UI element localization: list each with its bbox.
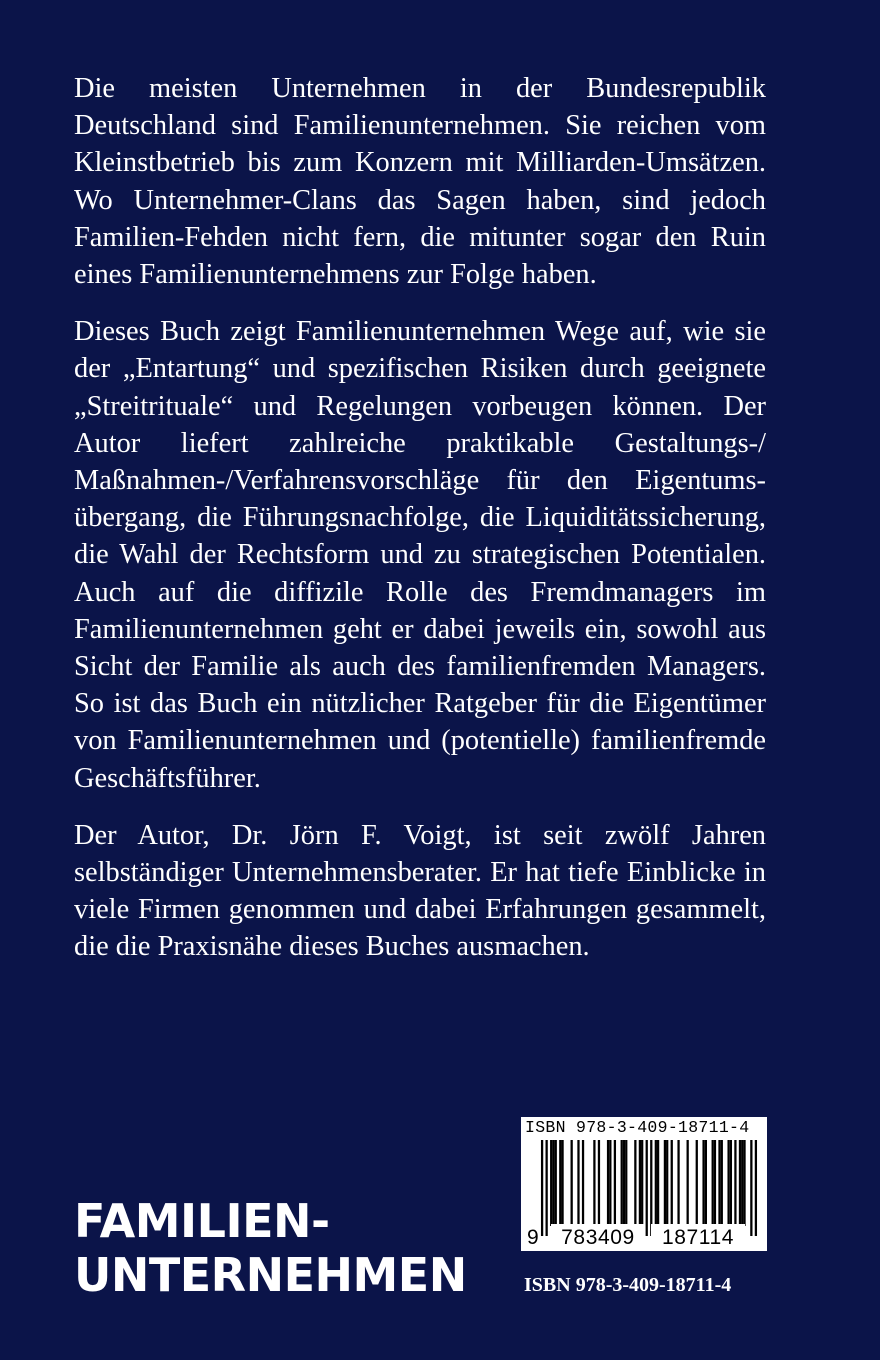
- blurb-paragraph-content: Dieses Buch zeigt Familienunternehmen Wege auf, wie sie der „Entartung“ und spezifischen Risiken durch geeignete „Streitrituale“ und Regelungen vorbeugen können. Der Autor liefert zahlreiche praktikable Gestaltungs-/ Maßnahmen-/Verfahrensvorschläge für den Eigentumsübergang, die Führungsnachfolge, die Liquiditätssicherung, die Wahl der Rechtsform und zu strategischen Potentialen. Auch auf die diffizile Rolle des Fremdmanagers im Familienunternehmen geht er dabei jeweils ein, sowohl aus Sicht der Familie als auch des familienfremden Managers. So ist das Buch ein nützlicher Ratgeber für die Eigentümer von Familienunternehmen und (potentielle) familienfremde Geschäftsführer.: [74, 316, 766, 794]
- barcode-bar: [593, 1140, 595, 1226]
- blurb-paragraph-intro: Die meisten Unternehmen in der Bundesrepublik Deutschland sind Familienunternehmen. Sie reichen vom Kleinstbetrieb bis zum Konzern mit Milliarden-Umsätzen. Wo Unternehmer-Clans das Sagen haben, sind jedoch Familien-Fehden nicht fern, die mitunter sogar den Ruin eines Familienunternehmens zur Folge haben.: [74, 73, 766, 291]
- barcode-bar: [609, 1140, 611, 1226]
- barcode-bar: [705, 1140, 707, 1226]
- barcode-bar: [625, 1140, 627, 1226]
- barcode-bar: [641, 1140, 643, 1226]
- barcode-bar: [623, 1140, 625, 1226]
- barcode-bar: [559, 1140, 561, 1226]
- barcode-bar: [750, 1140, 752, 1236]
- barcode-bar: [561, 1140, 563, 1226]
- barcode-bars: [529, 1140, 761, 1228]
- barcode-bar: [730, 1140, 732, 1226]
- barcode-bar: [607, 1140, 609, 1226]
- barcode-bar: [664, 1140, 666, 1226]
- book-title-line-2: UNTERNEHMEN: [74, 1248, 467, 1302]
- barcode-bar: [718, 1140, 720, 1226]
- isbn-barcode: [521, 1117, 767, 1251]
- barcode-isbn-label: ISBN 978-3-409-18711-4: [525, 1118, 750, 1137]
- barcode-bar: [687, 1140, 689, 1226]
- barcode-bar: [739, 1140, 741, 1226]
- barcode-bar: [734, 1140, 736, 1226]
- isbn-number: ISBN 978-3-409-18711-4: [524, 1274, 732, 1296]
- barcode-bar: [550, 1140, 552, 1226]
- barcode-bar: [755, 1140, 757, 1236]
- barcode-bar: [577, 1140, 579, 1226]
- book-title: [74, 1194, 467, 1302]
- barcode-bar: [702, 1140, 704, 1226]
- barcode-bar: [546, 1140, 548, 1236]
- barcode-bar: [714, 1140, 716, 1226]
- barcode-bar: [696, 1140, 698, 1226]
- barcode-bar: [555, 1140, 557, 1226]
- barcode-digit-first: 9: [527, 1226, 539, 1249]
- barcode-bar: [671, 1140, 673, 1226]
- barcode-bar: [721, 1140, 723, 1226]
- barcode-bar: [582, 1140, 584, 1226]
- barcode-bar: [741, 1140, 743, 1226]
- book-title-line-1: FAMILIEN-: [74, 1194, 330, 1248]
- barcode-bar: [552, 1140, 554, 1226]
- barcode-bar: [541, 1140, 543, 1236]
- barcode-bar: [655, 1140, 657, 1226]
- blurb-text: [74, 70, 766, 986]
- barcode-digits-left: 783409: [551, 1224, 645, 1251]
- barcode-bar: [634, 1140, 636, 1226]
- barcode-bar: [639, 1140, 641, 1226]
- barcode-bar: [666, 1140, 668, 1226]
- barcode-bar: [677, 1140, 679, 1226]
- barcode-digits: [521, 1224, 767, 1251]
- barcode-bar: [712, 1140, 714, 1226]
- barcode-bar: [614, 1140, 616, 1226]
- barcode-bar: [598, 1140, 600, 1226]
- blurb-paragraph-author: Der Autor, Dr. Jörn F. Voigt, ist seit zwölf Jahren selbständiger Unternehmensberater. Er hat tiefe Einblicke in viele Firmen genommen und dabei Erfahrungen gesammelt, die die Praxisnähe dieses Buches ausmachen.: [74, 819, 766, 963]
- barcode-bar: [650, 1140, 652, 1236]
- barcode-digits-right: 187114: [651, 1224, 745, 1251]
- barcode-bar: [743, 1140, 745, 1226]
- barcode-bar: [657, 1140, 659, 1226]
- barcode-bar: [621, 1140, 623, 1226]
- barcode-bar: [646, 1140, 648, 1236]
- barcode-bar: [571, 1140, 573, 1226]
- barcode-bar: [727, 1140, 729, 1226]
